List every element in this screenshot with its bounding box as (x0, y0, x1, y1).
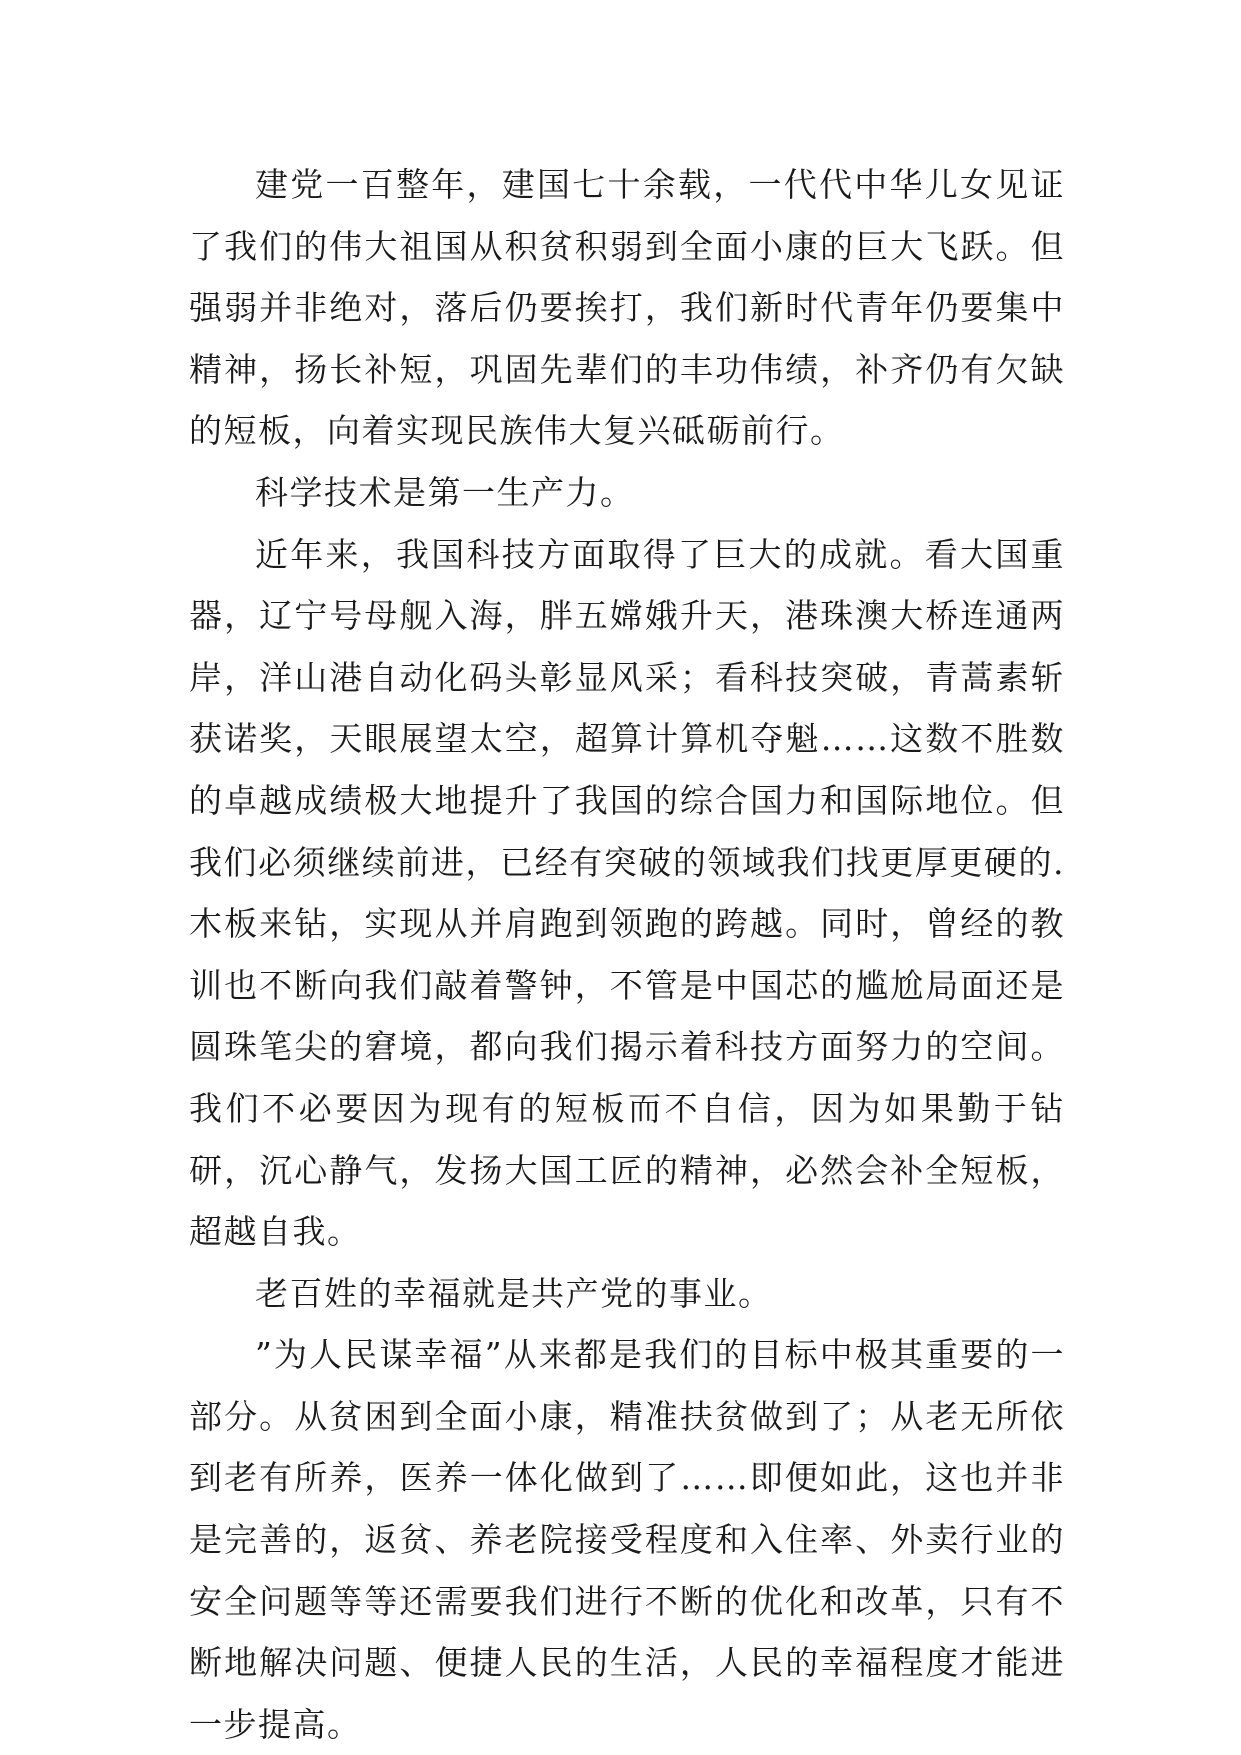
paragraph-happiness-heading: 老百姓的幸福就是共产党的事业。 (255, 1273, 773, 1313)
paragraph-happiness-body: ”为人民谋幸福”从来都是我们的目标中极其重要的一部分。从贫困到全面小康，精准扶贫做到了；从老无所依到老有所养，医养一体化做到了……即便如此，这也并非是完善的，返贫、养老院接受程度和入住率、外卖行业的安全问题等等还需要我们进行不断的优化和改革，只有不断地解决问题、便捷人民的生活，人民的幸福程度才能进一步提高。 (189, 1335, 1065, 1744)
paragraph-science-heading: 科学技术是第一生产力。 (255, 472, 635, 512)
paragraph-science-body: 近年来，我国科技方面取得了巨大的成就。看大国重器，辽宁号母舰入海，胖五嫦娥升天，港珠澳大桥连通两岸，洋山港自动化码头彰显风采；看科技突破，青蒿素斩获诺奖，天眼展望太空，超算计算机夺魁……这数不胜数的卓越成绩极大地提升了我国的综合国力和国际地位。但我们必须继续前进，已经有突破的领域我们找更厚更硬的.木板来钻，实现从并肩跑到领跑的跨越。同时，曾经的教训也不断向我们敲着警钟，不管是中国芯的尴尬局面还是圆珠笔尖的窘境，都向我们揭示着科技方面努力的空间。我们不必要因为现有的短板而不自信，因为如果勤于钻研，沉心静气，发扬大国工匠的精神，必然会补全短板，超越自我。 (189, 534, 1065, 1252)
paragraph-intro: 建党一百整年，建国七十余载，一代代中华儿女见证了我们的伟大祖国从积贫积弱到全面小康的巨大飞跃。但强弱并非绝对，落后仍要挨打，我们新时代青年仍要集中精神，扬长补短，巩固先辈们的丰功伟绩，补齐仍有欠缺的短板，向着实现民族伟大复兴砥砺前行。 (189, 165, 1065, 451)
document-body (189, 154, 1065, 1755)
